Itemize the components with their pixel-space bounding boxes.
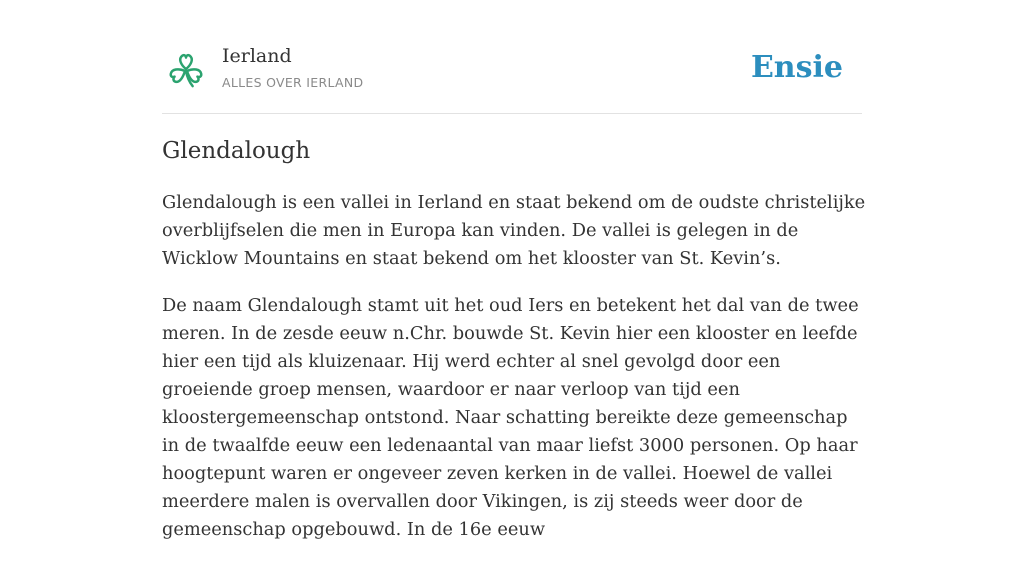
site-title[interactable]: Ierland bbox=[222, 45, 292, 67]
site-header bbox=[162, 0, 862, 114]
content-column bbox=[162, 0, 866, 540]
article-body bbox=[162, 189, 866, 563]
site-subtitle: ALLES OVER IERLAND bbox=[222, 75, 364, 90]
shamrock-icon[interactable] bbox=[167, 51, 205, 89]
brand-logo[interactable]: Ensie bbox=[750, 50, 843, 85]
article-title: Glendalough bbox=[162, 138, 311, 164]
article-paragraph: De naam Glendalough stamt uit het oud Iers en betekent het dal van de twee meren. In de zesde eeuw n.Chr. bouwde St. Kevin hier een klooster en leefde hier een tijd als kluizenaar. Hij werd echter al snel gevolgd door een groeiende groep mensen, waardoor er naar verloop van tijd een kloostergemeenschap ontstond. Naar schatting bereikte deze gemeenschap in de twaalfde eeuw een ledenaantal van maar liefst 3000 personen. Op haar hoogtepunt waren er ongeveer zeven kerken in de vallei. Hoewel de vallei meerdere malen is overvallen door Vikingen, is zij steeds weer door de gemeenschap opgebouwd. In de 16e eeuw bbox=[162, 295, 859, 540]
article-paragraph: Glendalough is een vallei in Ierland en staat bekend om de oudste christelijke overblijfselen die men in Europa kan vinden. De vallei is gelegen in de Wicklow Mountains en staat bekend om het klooster van St. Kevin’s. bbox=[162, 192, 866, 269]
